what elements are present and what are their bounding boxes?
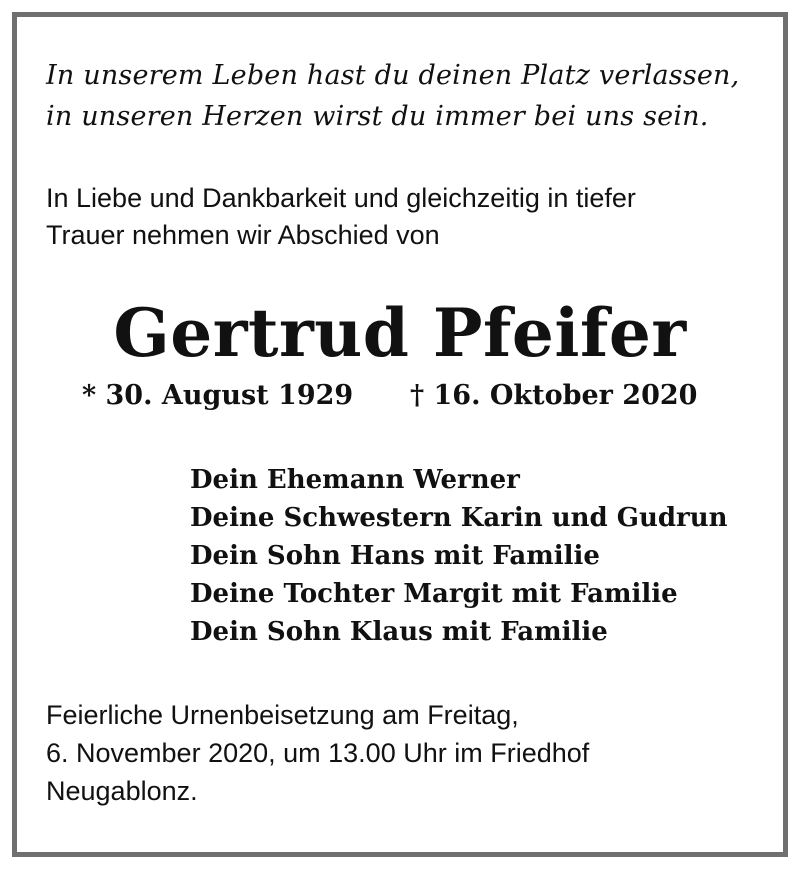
intro-line-2: Trauer nehmen wir Abschied von: [46, 220, 440, 250]
funeral-info-line-3: Neugablonz.: [46, 776, 198, 806]
funeral-info-line-2: 6. November 2020, um 13.00 Uhr im Friedhof: [46, 738, 590, 768]
family-member: Dein Ehemann Werner: [190, 465, 520, 495]
funeral-info-line-1: Feierliche Urnenbeisetzung am Freitag,: [46, 700, 519, 730]
family-member: Dein Sohn Hans mit Familie: [190, 541, 600, 571]
family-member: Deine Schwestern Karin und Gudrun: [190, 503, 728, 533]
motto-line-1: In unserem Leben hast du deinen Platz verlassen,: [46, 60, 740, 91]
deceased-name: Gertrud Pfeifer: [113, 294, 687, 372]
family-member: Deine Tochter Margit mit Familie: [190, 579, 678, 609]
death-date: † 16. Oktober 2020: [410, 380, 698, 411]
intro-line-1: In Liebe und Dankbarkeit und gleichzeitig in tiefer: [46, 183, 636, 213]
motto-line-2: in unseren Herzen wirst du immer bei uns sein.: [46, 101, 709, 132]
family-member: Dein Sohn Klaus mit Familie: [190, 617, 608, 647]
birth-date: * 30. August 1929: [82, 380, 354, 411]
